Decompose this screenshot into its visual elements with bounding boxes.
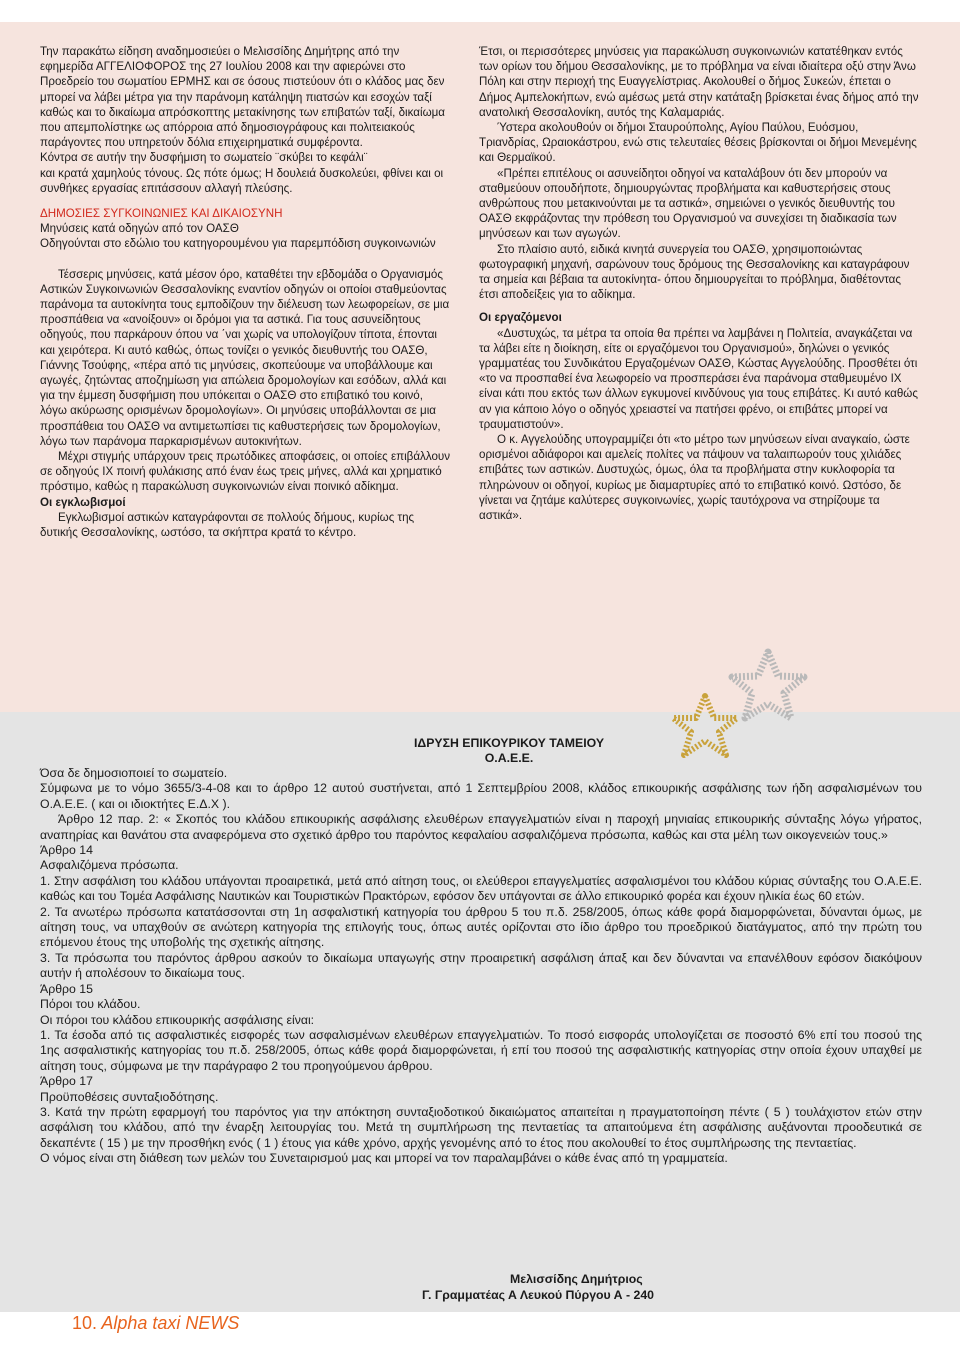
fund-line: Άρθρο 17	[40, 1074, 93, 1089]
fund-line: Ο νόμος είναι στη διάθεση των μελών του Συνεταιρισμού μας και μπορεί να τον παραλαμβάνει ο κάθε ένας από τη γραμματεία.	[40, 1151, 728, 1166]
fund-line: Πόροι του κλάδου.	[40, 997, 141, 1012]
signature-block	[40, 1271, 922, 1303]
article-paragraph-1: Τέσσερις μηνύσεις, κατά μέσον όρο, καταθέτει την εβδομάδα ο Οργανισμός Αστικών Συγκοινωνιών Θεσσαλονίκης εναντίον οδηγών οι οποίοι σταθμεύοντας παράνομα τα αυτοκίνητα τους εμποδίζουν την διέλευση των λεωφορείων, σε μια προσπάθεια να «ανοίξουν» οι δρόμοι για τα αστικά. Για τους ασυνείδητους οδηγούς, που παρκάρουν όπου να ΄ναι χωρίς να υπολογίζουν τίποτα, έπονται και χειρότερα. Κι αυτό καθώς, όπως τονίζει ο γενικός διευθυντής του ΟΑΣΘ, Γιάννης Τσούφης, «πέρα από τις μηνύσεις, σκοπεύουμε να υποβάλλουμε και αγωγές, ζητώντας αποζημίωση για απώλεια δρομολογίων και εσόδων, αλλά και για την έμμεση δυσφήμιση που υπόκειται ο ΟΑΣΘ στο επιβατικό του κοινό, λόγω ακύρωσης ορισμένων δρομολογίων». Οι μηνύσεις υποβάλλονται σε μια προσπάθεια του ΟΑΣΘ να αντιμετωπίσει τις καθυστερήσεις των δρομολογίων, λόγω των παράνομα παρκαρισμένων αυτοκινήτων.	[40, 267, 450, 448]
article-paragraph-2: Μέχρι στιγμής υπάρχουν τρεις πρωτόδικες αποφάσεις, οι οποίες επιβάλλουν σε οδηγούς ΙΧ ποινή φυλάκισης από έναν έως τρεις μήνες, αλλά και χρηματικό πρόστιμο, καθώς η παρακώλυση συγκοινωνιών είναι ποινικό αδίκημα.	[40, 450, 451, 494]
fund-line: 2. Τα ανωτέρω πρόσωπα κατατάσσονται στη 1η ασφαλιστική κατηγορία του άρθρου 5 του π.δ. 258/2005, όπως κάθε φορά διαμορφώνεται, δύνανται όμως, με αίτηση τους, να υπαχθούν σε ανώτερη κατηγορία της επιλογής τους, όπως αυτές ορίζονται στο ίδιο άρθρο του προεδρικού διατάγματος, από την πρώτη του επόμενου έτους της υποβολής της σχετικής αίτησης.	[40, 904, 922, 950]
signature-role: Γ. Γραμματέας Α Λευκού Πύργου Α - 240	[422, 1288, 654, 1302]
subhead-entrapment: Οι εγκλωβισμοί	[40, 495, 126, 509]
fund-line: Σύμφωνα με το νόμο 3655/3-4-08 και το άρθρο 12 αυτού συστήνεται, από 1 Σεπτεμβρίου 2008, κλάδος επικουρικής ασφάλισης των ήδη ασφαλισμένων του Ο.Α.Ε.Ε. ( και οι ιδιοκτήτες Ε.Δ.Χ ).	[40, 781, 922, 811]
fund-line: 3. Τα πρόσωπα του παρόντος άρθρου ασκούν το δικαίωμα υπαγωγής στην προαιρετική ασφάλιση άπαξ και δεν δύνανται να επανέλθουν εφόσον διακόψουν αυτήν ή απολέσουν το δικαίωμα τους.	[40, 950, 922, 981]
right-paragraph-1: Έτσι, οι περισσότερες μηνύσεις για παρακώλυση συγκοινωνιών κατατέθηκαν εντός των ορίων του δήμου Θεσσαλονίκης, με το πρόβλημα να είναι ιδιαίτερα οξύ στην Άνω Πόλη και στην περιοχή της Ευαγγελίστριας. Ακολουθεί ο δήμος Συκεών, έπεται ο Δήμος Αμπελοκήπων, ενώ αμέσως μετά στην κατάταξη βρίσκεται ένας δήμος από την ανατολική Θεσσαλονίκη, αυτός της Καλαμαριάς.	[479, 45, 919, 119]
right-column	[479, 44, 919, 523]
fund-section	[40, 736, 922, 1167]
fund-line: Ασφαλιζόμενα πρόσωπα.	[40, 858, 179, 873]
subhead-employees: Οι εργαζόμενοι	[479, 311, 562, 325]
spacer	[479, 302, 919, 310]
fund-title: ΙΔΡΥΣΗ ΕΠΙΚΟΥΡΙΚΟΥ ΤΑΜΕΙΟΥ	[413, 736, 605, 750]
article-paragraph-3: Εγκλωβισμοί αστικών καταγράφονται σε πολλούς δήμους, κυρίως της δυτικής Θεσσαλονίκης, ωστόσο, τα σκήπτρα κρατά το κέντρο.	[40, 510, 415, 540]
fund-subtitle: Ο.Α.Ε.Ε.	[484, 751, 534, 765]
page-number: 10.	[72, 1313, 98, 1333]
right-paragraph-3: «Πρέπει επιτέλους οι ασυνείδητοι οδηγοί να καταλάβουν ότι δεν μπορούν να σταθμεύουν οπουδήποτε, δημιουργώντας προβλήματα και καθυστερήσεις στους ανθρώπους που μετακινούνται με τα αστικά», σημειώνει ο γενικός διευθυντής του ΟΑΣΘ εκφράζοντας την πρόθεση του Οργανισμού να συνεχίσει τη διαδικασία των μηνύσεων και των αγωγών.	[479, 166, 897, 241]
fund-line: Προϋποθέσεις συνταξιοδότησης.	[40, 1089, 219, 1104]
right-paragraph-5: «Δυστυχώς, τα μέτρα τα οποία θα πρέπει να λαμβάνει η Πολιτεία, αναγκάζεται να τα λάβει είτε η διοίκηση, είτε οι εργαζόμενοι του Οργανισμού», δηλώνει ο γενικός γραμματέας του Συνδικάτου Εργαζομένων ΟΑΣΘ, Κώστας Αγγελούδης. Προσθέτει ότι «το να προσπαθεί ένα λεωφορείο να προσπεράσει ένα παράνομα σταθμευμένο ΙΧ είναι κάτι που εκτός των άλλων εγκυμονεί κινδύνους για τους επιβάτες. Κι αυτό καθώς αν για κάποιο λόγο ο οδηγός χρειαστεί να πατήσει φρένο, οι επιβάτες μπορεί να τραυματιστούν».	[479, 326, 918, 431]
intro-line-2: Κόντρα σε αυτήν την δυσφήμιση το σωματείο ¨σκύβει το κεφάλι¨	[40, 151, 368, 165]
fund-line: Οι πόροι του κλάδου επικουρικής ασφάλισης είναι:	[40, 1012, 315, 1027]
article-heading: ΔΗΜΟΣΙΕΣ ΣΥΓΚΟΙΝΩΝΙΕΣ ΚΑΙ ΔΙΚΑΙΟΣΥΝΗ	[40, 207, 283, 221]
article-subtitle-1: Μηνύσεις κατά οδηγών από τον ΟΑΣΘ	[40, 222, 239, 236]
page-footer	[72, 1313, 239, 1334]
right-paragraph-4: Στο πλαίσιο αυτό, ειδικά κινητά συνεργεία του ΟΑΣΘ, χρησιμοποιώντας φωτογραφική μηχανή, σαρώνουν τους δρόμους της Θεσσαλονίκης και καταγράφουν τα σημεία και βέβαια τα αυτοκίνητα- όπου δημιουργείται το πρόβλημα, διαθέτοντας έτσι αποδείξεις για το αδίκημα.	[479, 242, 910, 302]
magazine-name: Alpha taxi NEWS	[101, 1313, 240, 1333]
fund-line: 1. Στην ασφάλιση του κλάδου υπάγονται προαιρετικά, μετά από αίτηση τους, οι ελεύθεροι επαγγελματίες ασφαλισμένοι του κλάδου κύριας σύνταξης του Ο.Α.Ε.Ε. καθώς και του Τομέα Ασφάλισης Ναυτικών και Τουριστικών Πρακτόρων, εφόσον δεν υπάγονται σε άλλο επικουρικό φορέα και έχουν ηλικία έως 60 ετών.	[40, 873, 922, 904]
signature-name: Μελισσίδης Δημήτριος	[510, 1272, 643, 1286]
spacer	[40, 252, 453, 267]
right-paragraph-6: Ο κ. Αγγελούδης υπογραμμίζει ότι «το μέτρο των μηνύσεων είναι αναγκαίο, ώστε ορισμένοι αδιάφοροι και αμελείς πολίτες να πάψουν να ταλαιπωρούν τους χιλιάδες επιβάτες των αστικών. Δυστυχώς, όμως, όλα τα προβλήματα στην κυκλοφορία τα πληρώνουν οι οδηγοί, κυρίως με διαμαρτυρίες από το επιβατικό κοινό. Ωστόσο, δε γίνεται να ζητάμε καλύτερες συγκοινωνίες, χωρίς ταυτόχρονα να στηρίζουμε τα αστικά».	[479, 433, 910, 523]
intro-line-3: και κρατά χαμηλούς τόνους. Ως πότε όμως; Η δουλειά δυσκολεύει, φθίνει και οι συνθήκες εργασίας επιτάσσουν αλλαγή πλεύσης.	[40, 166, 444, 195]
right-paragraph-2: Ύστερα ακολουθούν οι δήμοι Σταυρούπολης, Αγίου Παύλου, Ευόσμου, Τριανδρίας, Ωραιοκάστρου, ενώ στις τελευταίες θέσεις βρίσκονται οι δήμοι Μενεμένης και Θερμαϊκού.	[479, 121, 917, 165]
fund-line: Άρθρο 12 παρ. 2: « Σκοπός του κλάδου επικουρικής ασφάλισης ελευθέρων επαγγελματιών είναι η παροχή μηνιαίας επικουρικής σύνταξης λόγω γήρατος, αναπηρίας και θανάτου στα αναφερόμενα στο σχετικό άρθρο του παρόντος κεφαλαίου ασφαλιζόμενα πρόσωπα, καθώς και στα μέλη των οικογενειών τους.»	[40, 812, 922, 842]
fund-line: Άρθρο 14	[40, 843, 93, 858]
fund-line: 1. Τα έσοδα από τις ασφαλιστικές εισφορές των ασφαλισμένων ελευθέρων επαγγελματιών. Το ποσό εισφοράς υπολογίζεται σε ποσοστό 6% επί του ποσού της 1ης ασφαλιστικής κατηγορίας του π.δ. 258/2005, όπως κάθε φορά διαμορφώνεται, ή επί του ποσού της ασφαλιστικής κατηγορίας στην οποία έχουν υπαχθεί με αίτηση τους, σύμφωνα με την παράγραφο 2 του προηγούμενου άρθρου.	[40, 1027, 922, 1073]
intro-paragraph: Την παρακάτω είδηση αναδημοσιεύει ο Μελισσίδης Δημήτρης από την εφημερίδα ΑΓΓΕΛΙΟΦΟΡΟΣ της 27 Ιουλίου 2008 και την αφιερώνει στο Προεδρείο του σωματίου ΕΡΜΗΣ και σε όσους πιστεύουν ότι ο κλάδος μας δεν μπορεί να λάβει μέτρα για την παράνομη κατάληψη πιατσών και εσοχών ταξί καθώς και το δικαίωμα απρόσκοπτης μετακίνησης των επιβατών ταξί, δικαίωμα που απεμπολίστηκε ως απόρροια από δημοσιογράφους και πολιτειακούς παράγοντες που υπηρετούν δόλια επιχειρηματικά συμφέροντα.	[40, 45, 446, 150]
fund-line: 3. Κατά την πρώτη εφαρμογή του παρόντος για την απόκτηση συνταξιοδοτικού δικαιώματος απαιτείται η πραγματοποίηση πέντε ( 5 ) τουλάχιστον ετών στην ασφάλιση του κλάδου, από την έναρξη λειτουργίας του. Μετά τη συμπλήρωση της πενταετίας τα απαιτούμενα έτη ασφάλισης αυξάνονται προοδευτικά σε δεκαπέντε ( 15 ) με την προσθήκη ενός ( 1 ) έτους για κάθε χρόνο, αρχής γενομένης από το έτος που ακολουθεί το έτος συμπλήρωσης της πενταετίας.	[40, 1104, 922, 1150]
fund-line: Όσα δε δημοσιοποιεί το σωματείο.	[40, 766, 228, 780]
article-subtitle-2: Οδηγούνται στο εδώλιο του κατηγορουμένου για παρεμπόδιση συγκοινωνιών	[40, 237, 436, 251]
fund-line: Άρθρο 15	[40, 981, 93, 996]
silver-star-icon	[732, 652, 804, 718]
top-margin	[0, 0, 960, 22]
left-column	[40, 44, 453, 540]
